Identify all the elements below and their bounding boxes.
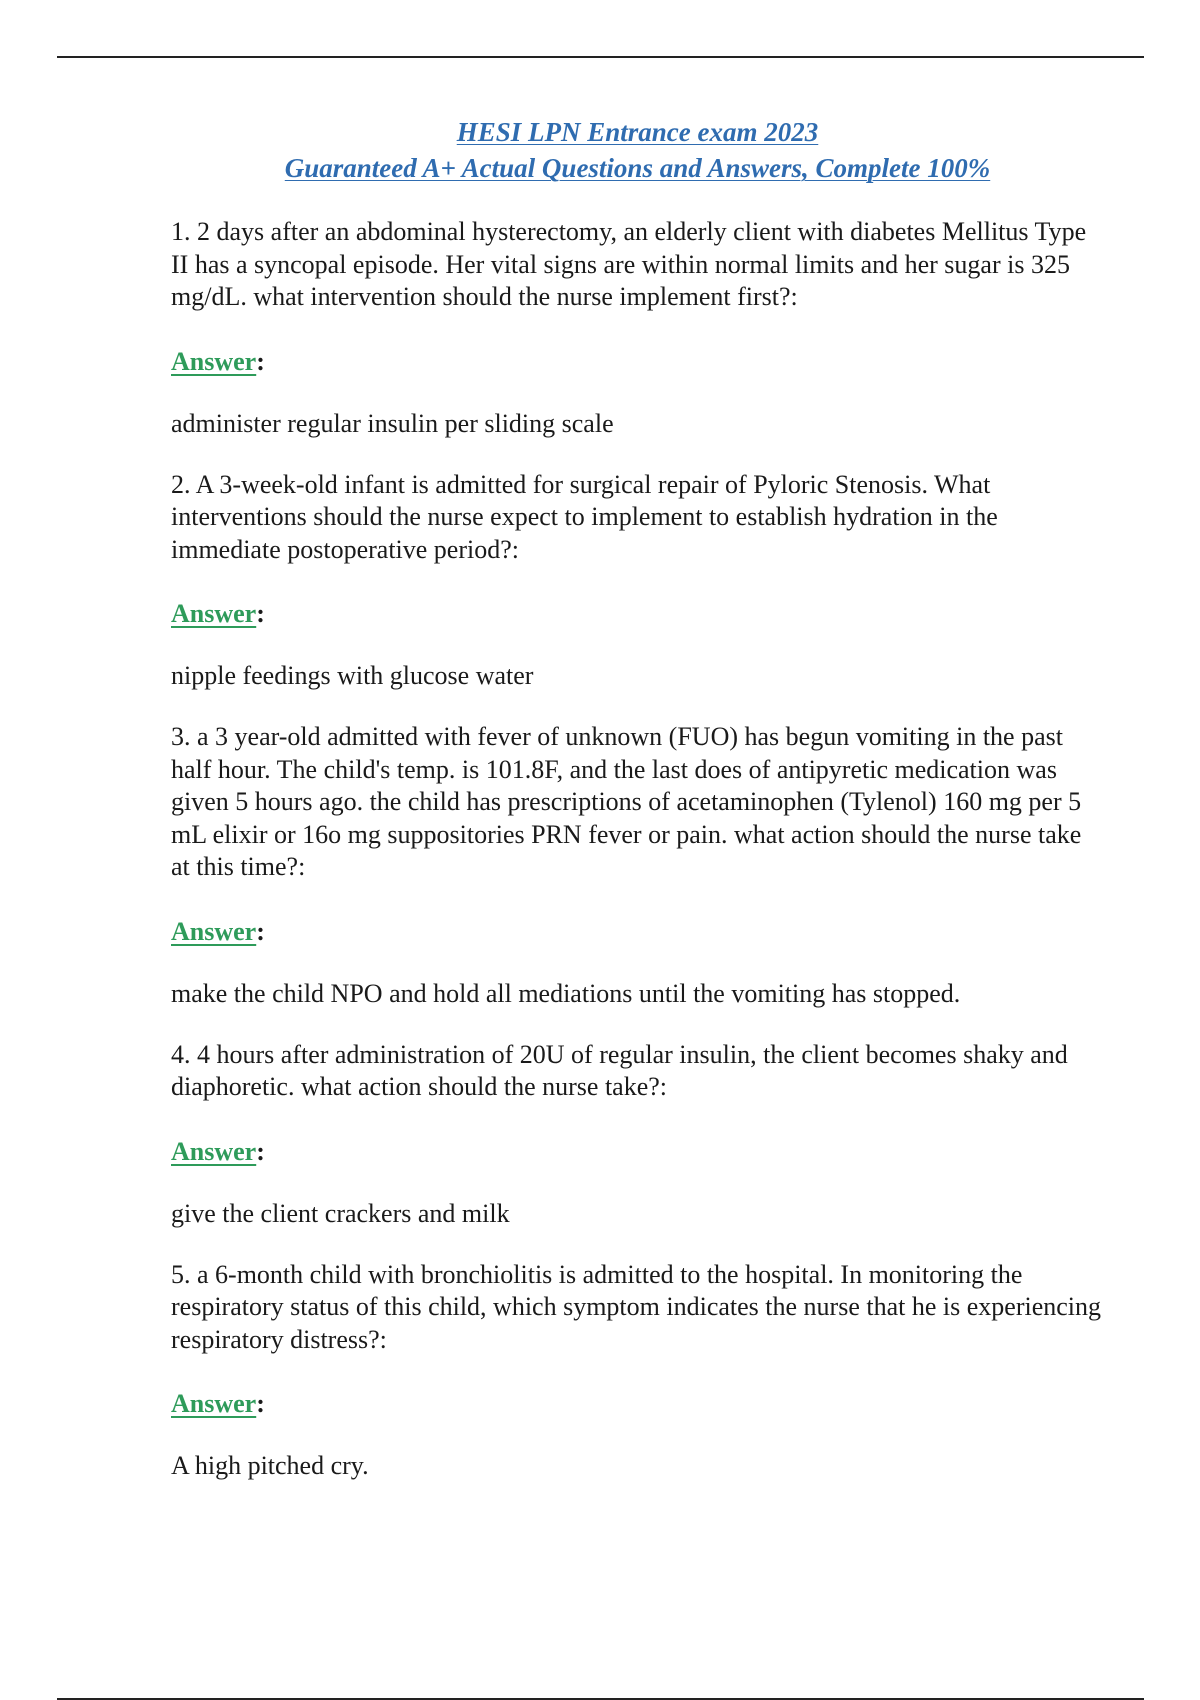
- answer-label-text: Answer: [171, 1136, 257, 1166]
- answer-label: [171, 1136, 1101, 1168]
- answer-label-text: Answer: [171, 346, 257, 376]
- document-header: [0, 114, 1200, 186]
- document-title: HESI LPN Entrance exam 2023: [456, 117, 819, 147]
- qa-list: [171, 216, 1101, 1511]
- question-text: 4. 4 hours after administration of 20U of regular insulin, the client becomes shaky and diaphoretic. what action should the nurse take?:: [171, 1039, 1068, 1101]
- answer-label-text: Answer: [171, 1389, 257, 1418]
- answer-text: nipple feedings with glucose water: [171, 661, 534, 690]
- qa-item-5: [171, 1259, 1101, 1483]
- qa-item-3: [171, 721, 1101, 1010]
- answer-label: [171, 598, 1101, 630]
- qa-item-2: [171, 469, 1101, 693]
- answer-label-colon: :: [256, 599, 265, 628]
- answer-label: [171, 1388, 1101, 1420]
- question-text: 5. a 6-month child with bronchiolitis is admitted to the hospital. In monitoring the respiratory status of this child, which symptom indicates the nurse that he is experiencing respiratory distress?:: [171, 1259, 1102, 1354]
- document-subtitle: Guaranteed A+ Actual Questions and Answers, Complete 100%: [284, 153, 991, 183]
- answer-label-colon: :: [256, 1136, 265, 1166]
- answer-text: A high pitched cry.: [171, 1451, 369, 1480]
- answer-label-text: Answer: [171, 599, 257, 628]
- question-text: 1. 2 days after an abdominal hysterectomy, an elderly client with diabetes Mellitus Type II has a syncopal episode. Her vital signs are within normal limits and her sugar is 325 mg/dL. what intervention should the nurse implement first?:: [171, 217, 1087, 311]
- answer-text: give the client crackers and milk: [171, 1198, 510, 1228]
- answer-label-colon: :: [256, 1389, 265, 1418]
- answer-label-colon: :: [256, 916, 265, 946]
- answer-label: [171, 916, 1101, 948]
- answer-label: [171, 346, 1101, 378]
- answer-label-text: Answer: [171, 916, 257, 946]
- qa-item-1: [171, 216, 1101, 440]
- top-rule: [57, 56, 1144, 58]
- answer-label-colon: :: [256, 346, 265, 376]
- question-text: 2. A 3-week-old infant is admitted for surgical repair of Pyloric Stenosis. What interventions should the nurse expect to implement to establish hydration in the immediate postoperative period?:: [171, 469, 998, 564]
- question-text: 3. a 3 year-old admitted with fever of unknown (FUO) has begun vomiting in the past half hour. The child's temp. is 101.8F, and the last does of antipyretic medication was given 5 hours ago. the child has prescriptions of acetaminophen (Tylenol) 160 mg per 5 mL elixir or 16o mg suppositories PRN fever or pain. what action should the nurse take at this time?:: [171, 722, 1082, 881]
- answer-text: administer regular insulin per sliding scale: [171, 408, 614, 438]
- qa-item-4: [171, 1039, 1101, 1230]
- answer-text: make the child NPO and hold all mediations until the vomiting has stopped.: [171, 978, 961, 1008]
